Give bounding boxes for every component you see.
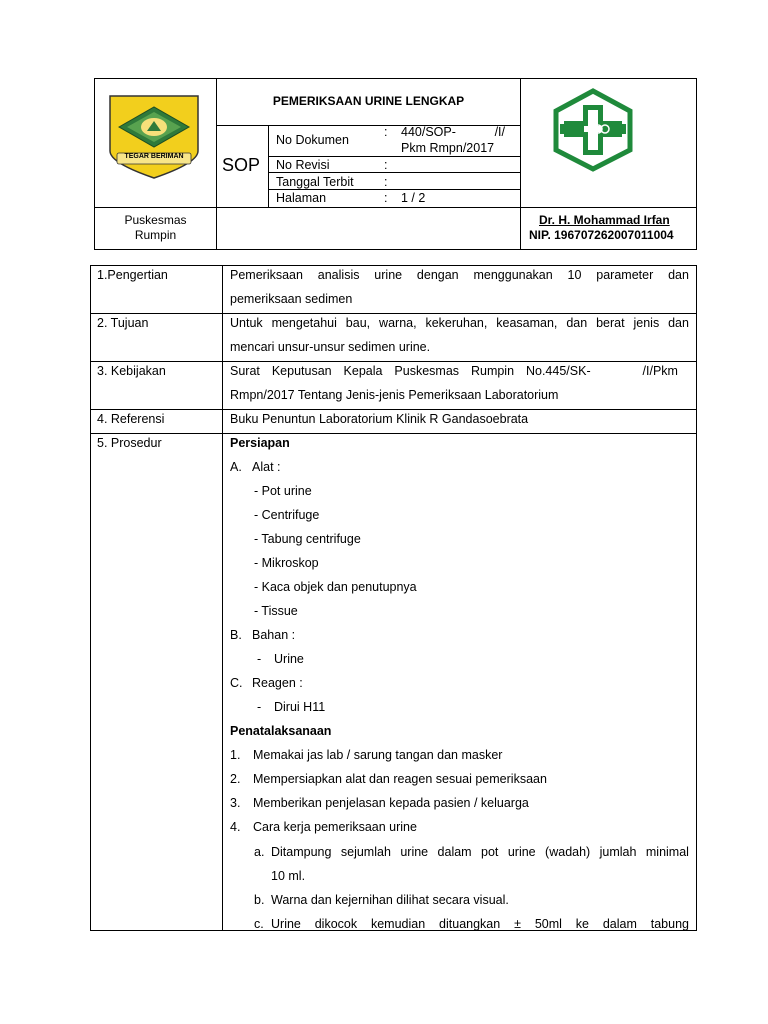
- word: minimal: [645, 845, 689, 859]
- word: mengetahui: [271, 316, 337, 330]
- word: Keputusan: [271, 364, 332, 378]
- tujuan-label: 2. Tujuan: [97, 316, 149, 330]
- word: kemudian: [370, 917, 426, 931]
- no-dokumen-value-word: /I/: [494, 125, 505, 139]
- tanggal-terbit-colon: :: [384, 175, 388, 189]
- word: menggunakan: [473, 268, 553, 282]
- referensi-text: Buku Penuntun Laboratorium Klinik R Gandasoebrata: [230, 412, 529, 426]
- bahan-title: Bahan :: [252, 628, 296, 642]
- word: dituangkan: [439, 917, 501, 931]
- persiapan-heading: Persiapan: [230, 436, 290, 450]
- alat-item: - Kaca objek dan penutupnya: [254, 580, 417, 594]
- sub-a-marker: a.: [254, 845, 265, 859]
- word: keasaman,: [496, 316, 558, 330]
- kebijakan-line2: Rmpn/2017 Tentang Jenis-jenis Pemeriksaan Laboratorium: [230, 388, 559, 402]
- reagen-marker: C.: [230, 676, 243, 690]
- bahan-dash: -: [257, 652, 262, 666]
- org-name-line2: Rumpin: [134, 228, 177, 242]
- tujuan-line1: [230, 315, 689, 331]
- sub-a-line1: [271, 844, 689, 860]
- prosedur-label: 5. Prosedur: [97, 436, 162, 450]
- alat-title: Alat :: [252, 460, 281, 474]
- word: 10: [567, 268, 582, 282]
- sub-c-marker: c.: [254, 917, 264, 931]
- step-text: Mempersiapkan alat dan reagen sesuai pemeriksaan: [253, 772, 547, 786]
- word: dikocok: [314, 917, 358, 931]
- reagen-dash: -: [257, 700, 262, 714]
- org-name-line1: Puskesmas: [124, 213, 187, 227]
- sub-c-line1: [271, 916, 689, 932]
- no-dokumen-value-line1: [401, 124, 505, 140]
- step-number: 4.: [230, 820, 241, 834]
- pengertian-line2: pemeriksaan sedimen: [230, 292, 353, 306]
- word: analisis: [317, 268, 360, 282]
- word: No.445/SK-: [525, 364, 591, 378]
- halaman-colon: :: [384, 191, 388, 205]
- word: Pemeriksaan: [230, 268, 303, 282]
- kebijakan-label: 3. Kebijakan: [97, 364, 166, 378]
- alat-item: - Centrifuge: [254, 508, 320, 522]
- alat-item: - Mikroskop: [254, 556, 319, 570]
- sub-b-text: Warna dan kejernihan dilihat secara visual.: [271, 893, 509, 907]
- regency-logo: [107, 93, 201, 181]
- halaman-label: Halaman: [276, 191, 327, 205]
- alat-item: - Tabung centrifuge: [254, 532, 361, 546]
- word: jumlah: [599, 845, 637, 859]
- tujuan-line2: mencari unsur-unsur sedimen urine.: [230, 340, 431, 354]
- regency-logo-text: TEGAR BERIMAN: [124, 153, 184, 160]
- sop-label: SOP: [222, 155, 261, 175]
- word: pot: [481, 845, 499, 859]
- step-number: 3.: [230, 796, 241, 810]
- pengertian-line1: [230, 267, 689, 283]
- health-ministry-logo: [550, 88, 636, 172]
- no-dokumen-colon: :: [384, 125, 388, 139]
- word: ±: [514, 917, 521, 931]
- signer-name: Dr. H. Mohammad Irfan: [539, 213, 670, 227]
- step-text: Memakai jas lab / sarung tangan dan masker: [253, 748, 503, 762]
- step-number: 2.: [230, 772, 241, 786]
- word: urine: [400, 845, 429, 859]
- bahan-item: Urine: [274, 652, 304, 666]
- word: dan: [668, 268, 689, 282]
- word: jenis: [633, 316, 660, 330]
- word: Ditampung: [271, 845, 332, 859]
- word: (wadah): [545, 845, 591, 859]
- word: sejumlah: [340, 845, 391, 859]
- word: Surat: [230, 364, 260, 378]
- word: warna,: [379, 316, 417, 330]
- word: Untuk: [230, 316, 263, 330]
- word: dan: [668, 316, 689, 330]
- tanggal-terbit-label: Tanggal Terbit: [276, 175, 354, 189]
- signer-nip: NIP. 196707262007011004: [529, 228, 674, 242]
- penatalaksanaan-heading: Penatalaksanaan: [230, 724, 332, 738]
- alat-item: - Tissue: [254, 604, 298, 618]
- word: dalam: [437, 845, 472, 859]
- referensi-label: 4. Referensi: [97, 412, 165, 426]
- kebijakan-line1: [230, 363, 678, 379]
- step-text: Memberikan penjelasan kepada pasien / keluarga: [253, 796, 529, 810]
- word: ke: [575, 917, 589, 931]
- word: Kepala: [343, 364, 383, 378]
- reagen-item: Dirui H11: [274, 700, 326, 714]
- word: dengan: [416, 268, 459, 282]
- word: parameter: [596, 268, 654, 282]
- alat-marker: A.: [230, 460, 242, 474]
- word: berat: [596, 316, 625, 330]
- word: tabung: [650, 917, 689, 931]
- word: dalam: [602, 917, 637, 931]
- no-revisi-colon: :: [384, 158, 388, 172]
- pengertian-label: 1.Pengertian: [97, 268, 168, 282]
- word: kekeruhan,: [425, 316, 488, 330]
- word: dan: [566, 316, 588, 330]
- sub-a-line2: 10 ml.: [271, 869, 306, 883]
- word: bau,: [345, 316, 371, 330]
- word: Puskesmas: [394, 364, 460, 378]
- halaman-value: 1 / 2: [401, 191, 426, 205]
- bahan-marker: B.: [230, 628, 242, 642]
- sub-b-marker: b.: [254, 893, 265, 907]
- no-dokumen-value-word: 440/SOP-: [401, 125, 456, 139]
- word: Urine: [271, 917, 301, 931]
- document-title: PEMERIKSAAN URINE LENGKAP: [272, 94, 465, 108]
- no-dokumen-label: No Dokumen: [276, 133, 349, 147]
- no-dokumen-value-line2: Pkm Rmpn/2017: [401, 141, 495, 155]
- word: Rumpin: [470, 364, 515, 378]
- reagen-title: Reagen :: [252, 676, 303, 690]
- word: 50ml: [534, 917, 562, 931]
- step-text: Cara kerja pemeriksaan urine: [253, 820, 417, 834]
- alat-item: - Pot urine: [254, 484, 312, 498]
- word: urine: [507, 845, 536, 859]
- step-number: 1.: [230, 748, 241, 762]
- word: /I/Pkm: [642, 364, 678, 378]
- no-revisi-label: No Revisi: [276, 158, 330, 172]
- word: urine: [374, 268, 403, 282]
